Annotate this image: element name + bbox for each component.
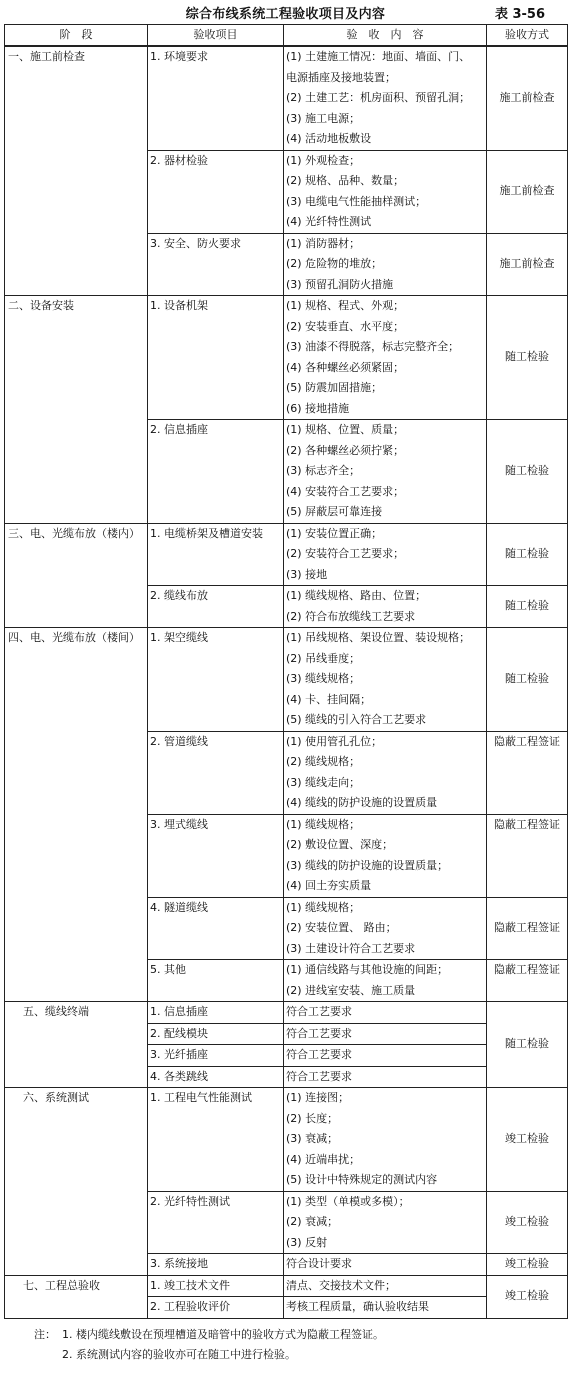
note-item: 2. 系统测试内容的验收亦可在随工中进行检验。 — [62, 1348, 296, 1361]
content-line: 清点、交接技术文件； — [286, 1278, 396, 1292]
item-cell: 1. 信息插座 — [148, 1002, 284, 1024]
table-row — [5, 1088, 568, 1192]
content-line: (1) 吊线规格、架设位置、装设规格； — [286, 631, 471, 644]
content-cell — [284, 731, 487, 814]
item-cell: 3. 安全、防火要求 — [148, 233, 284, 296]
content-cell — [284, 897, 487, 960]
content-line: (5) 屏蔽层可靠连接 — [286, 505, 383, 518]
content-line: (2) 长度； — [286, 1111, 339, 1125]
item-cell: 3. 光纤插座 — [148, 1045, 284, 1067]
table-row — [5, 628, 568, 732]
content-line: (2) 各种螺丝必须拧紧； — [286, 443, 405, 457]
stage-cell: 四、电、光缆布放（楼间） — [5, 628, 148, 1002]
content-line: (1) 连接图； — [286, 1091, 350, 1104]
content-line: (3) 衰减； — [286, 1132, 339, 1145]
title-row — [0, 0, 571, 24]
item-cell: 1. 设备机架 — [148, 296, 284, 420]
method-cell: 随工检验 — [487, 1002, 568, 1088]
method-cell: 竣工检验 — [487, 1275, 568, 1318]
stage-cell: 七、工程总验收 — [5, 1275, 148, 1318]
content-line: (1) 土建施工情况：地面、墙面、门、 — [286, 50, 471, 63]
method-cell: 隐蔽工程签证 — [487, 731, 568, 814]
content-line: (4) 各种螺丝必须紧固； — [286, 360, 405, 374]
item-cell: 4. 各类跳线 — [148, 1066, 284, 1088]
content-line: (2) 安装位置、 路由； — [286, 921, 397, 934]
content-line: (5) 设计中特殊规定的测试内容 — [286, 1173, 438, 1186]
content-cell — [284, 1088, 487, 1192]
stage-cell: 二、设备安装 — [5, 296, 148, 524]
item-cell: 5. 其他 — [148, 960, 284, 1002]
content-line: (1) 使用管孔孔位； — [286, 734, 383, 748]
content-line: (6) 接地措施 — [286, 401, 350, 415]
content-line: 符合工艺要求 — [286, 1005, 352, 1018]
acceptance-table — [4, 24, 568, 1319]
header-method: 验收方式 — [487, 25, 568, 47]
stage-cell: 六、系统测试 — [5, 1088, 148, 1276]
content-cell — [284, 1191, 487, 1254]
content-line: (3) 油漆不得脱落，标志完整齐全； — [286, 340, 460, 353]
item-cell: 2. 工程验收评价 — [148, 1297, 284, 1319]
content-line: (1) 缆线规格； — [286, 817, 361, 831]
method-cell: 施工前检查 — [487, 46, 568, 150]
table-row — [5, 46, 568, 150]
content-line: (4) 安装符合工艺要求； — [286, 484, 405, 498]
content-line: (1) 外观检查； — [286, 153, 361, 167]
content-line: (3) 电缆电气性能抽样测试； — [286, 194, 427, 208]
item-cell: 1. 竣工技术文件 — [148, 1275, 284, 1297]
content-line: (3) 预留孔洞防火措施 — [286, 277, 394, 291]
content-line: 电源插座及接地装置； — [286, 70, 396, 84]
content-line: (3) 标志齐全； — [286, 464, 361, 477]
content-line: 符合工艺要求 — [286, 1069, 352, 1083]
content-cell — [284, 46, 487, 150]
note-item: 1. 楼内缆线敷设在预埋槽道及暗管中的验收方式为隐蔽工程签证。 — [62, 1328, 384, 1341]
item-cell: 2. 器材检验 — [148, 150, 284, 233]
header-item: 验收项目 — [148, 25, 284, 47]
content-line: (3) 土建设计符合工艺要求 — [286, 941, 416, 955]
content-line: (2) 进线室安装、施工质量 — [286, 983, 416, 997]
item-cell: 2. 管道缆线 — [148, 731, 284, 814]
stage-cell: 一、施工前检查 — [5, 46, 148, 296]
content-cell — [284, 1275, 487, 1297]
content-cell — [284, 420, 487, 524]
content-line: (3) 缆线规格； — [286, 672, 361, 685]
content-line: (1) 消防器材； — [286, 236, 361, 250]
item-cell: 3. 埋式缆线 — [148, 814, 284, 897]
content-line: (5) 缆线的引入符合工艺要求 — [286, 713, 427, 726]
content-line: (1) 规格、位置、质量； — [286, 423, 405, 436]
item-cell: 3. 系统接地 — [148, 1254, 284, 1276]
content-cell — [284, 150, 487, 233]
header-stage: 阶 段 — [5, 25, 148, 47]
content-line: 符合工艺要求 — [286, 1026, 352, 1040]
method-cell: 施工前检查 — [487, 233, 568, 296]
method-cell: 竣工检验 — [487, 1088, 568, 1192]
content-cell — [284, 814, 487, 897]
content-cell — [284, 586, 487, 628]
content-line: 考核工程质量，确认验收结果 — [286, 1300, 429, 1313]
table-row — [5, 296, 568, 420]
content-line: (3) 缆线走向； — [286, 775, 361, 789]
content-line: (4) 缆线的防护设施的设置质量 — [286, 796, 438, 809]
method-cell: 施工前检查 — [487, 150, 568, 233]
table-row — [5, 523, 568, 586]
content-line: (3) 缆线的防护设施的设置质量； — [286, 858, 449, 872]
content-line: (5) 防震加固措施； — [286, 381, 383, 394]
item-cell: 2. 缆线布放 — [148, 586, 284, 628]
content-line: (1) 缆线规格、路由、位置； — [286, 589, 427, 602]
content-line: (2) 敷设位置、深度； — [286, 838, 394, 851]
stage-cell: 三、电、光缆布放（楼内） — [5, 523, 148, 628]
method-cell: 竣工检验 — [487, 1191, 568, 1254]
table-title: 综合布线系统工程验收项目及内容 — [185, 7, 386, 22]
content-line: (2) 土建工艺：机房面积、预留孔洞； — [286, 91, 471, 104]
method-cell: 随工检验 — [487, 296, 568, 420]
table-row — [5, 1275, 568, 1297]
item-cell: 1. 环境要求 — [148, 46, 284, 150]
method-cell: 竣工检验 — [487, 1254, 568, 1276]
content-line: (3) 接地 — [286, 567, 328, 581]
content-line: (2) 吊线垂度； — [286, 651, 361, 665]
content-cell — [284, 1023, 487, 1045]
item-cell: 1. 架空缆线 — [148, 628, 284, 732]
method-cell: 随工检验 — [487, 523, 568, 586]
method-cell: 隐蔽工程签证 — [487, 814, 568, 897]
method-cell: 隐蔽工程签证 — [487, 897, 568, 960]
content-line: (4) 活动地板敷设 — [286, 132, 372, 145]
content-cell — [284, 233, 487, 296]
content-line: (2) 符合布放缆线工艺要求 — [286, 609, 416, 623]
method-cell: 随工检验 — [487, 628, 568, 732]
content-cell — [284, 523, 487, 586]
item-cell: 4. 隧道缆线 — [148, 897, 284, 960]
content-cell — [284, 960, 487, 1002]
content-line: (1) 缆线规格； — [286, 900, 361, 914]
content-cell — [284, 1045, 487, 1067]
content-line: (4) 近端串扰； — [286, 1152, 361, 1166]
content-cell — [284, 296, 487, 420]
content-cell — [284, 628, 487, 732]
content-cell — [284, 1254, 487, 1276]
item-cell: 1. 工程电气性能测试 — [148, 1088, 284, 1192]
content-line: (3) 反射 — [286, 1235, 328, 1249]
item-cell: 2. 信息插座 — [148, 420, 284, 524]
content-line: (1) 类型（单模或多模）； — [286, 1194, 410, 1208]
content-line: (1) 安装位置正确； — [286, 526, 383, 540]
content-cell — [284, 1066, 487, 1088]
content-cell — [284, 1297, 487, 1319]
content-line: (4) 光纤特性测试 — [286, 215, 372, 228]
method-cell: 随工检验 — [487, 420, 568, 524]
content-cell — [284, 1002, 487, 1024]
content-line: (2) 缆线规格； — [286, 755, 361, 768]
content-line: (2) 规格、品种、数量； — [286, 174, 405, 187]
item-cell: 2. 光纤特性测试 — [148, 1191, 284, 1254]
item-cell: 1. 电缆桥架及槽道安装 — [148, 523, 284, 586]
content-line: (3) 施工电源； — [286, 111, 361, 125]
content-line: (2) 安装垂直、水平度； — [286, 319, 405, 333]
method-cell: 随工检验 — [487, 586, 568, 628]
stage-cell: 五、缆线终端 — [5, 1002, 148, 1088]
content-line: (4) 卡、挂间隔； — [286, 692, 372, 706]
content-line: 符合工艺要求 — [286, 1048, 352, 1061]
content-line: (1) 规格、程式、外观； — [286, 299, 405, 312]
notes-label: 注： — [34, 1328, 56, 1341]
method-cell: 隐蔽工程签证 — [487, 960, 568, 1002]
header-content: 验 收 内 容 — [284, 25, 487, 47]
content-line: (1) 通信线路与其他设施的间距； — [286, 963, 449, 976]
table-header-row — [5, 25, 568, 47]
table-number: 表 3-56 — [494, 7, 545, 22]
content-line: (4) 回土夯实质量 — [286, 879, 372, 892]
content-line: (2) 衰减； — [286, 1215, 339, 1228]
item-cell: 2. 配线模块 — [148, 1023, 284, 1045]
table-row — [5, 1002, 568, 1024]
content-line: (2) 危险物的堆放； — [286, 257, 383, 270]
content-line: (2) 安装符合工艺要求； — [286, 547, 405, 560]
content-line: 符合设计要求 — [286, 1257, 352, 1270]
